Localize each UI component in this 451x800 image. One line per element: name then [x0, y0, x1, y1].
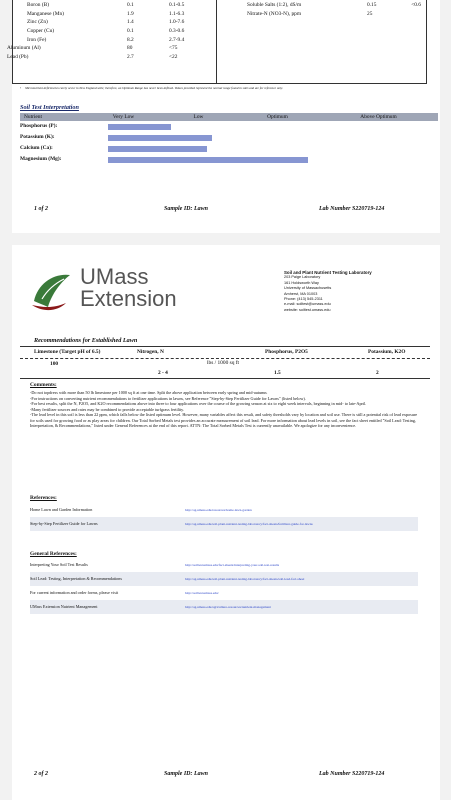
table-divider [216, 0, 217, 83]
interpretation-label: Phosphorus (P): [20, 123, 58, 129]
reference-label: UMass Extension Nutrient Management [30, 604, 98, 610]
footnote [20, 86, 360, 90]
other-test-row [247, 1, 421, 10]
reference-link[interactable]: http://ag.umass.edu/agriculture-resources/nutrient-management [185, 605, 271, 609]
reference-row [30, 503, 418, 517]
nutrient-name: Iron (Fe) [27, 36, 47, 43]
nutrient-name: Zinc (Zn) [27, 19, 48, 26]
nutrient-range: 2.7-9.4 [169, 36, 185, 43]
recommendations-title: Recommendations for Established Lawn [34, 337, 138, 344]
nutrient-range: <22 [169, 53, 178, 60]
test-name: Soluble Salts (1:2), dS/m [247, 2, 302, 9]
lab-name: Soil and Plant Nutrient Testing Laboratory [284, 270, 372, 275]
lab-address-line: Phone: (413) 545-2311 [284, 297, 323, 302]
comment-item: -For best results, split the N, P2O5, and K2O recommendations above into three to four applications over the course of the growing season at six to eight week intervals, beginning in mid- to late-April. [30, 401, 367, 406]
comment-item: -Do not topdress with more than 50 lb limestone per 1000 sq ft at one time. Split the above application between early spring and mid-autumn. [30, 390, 268, 395]
header-very-low: Very Low [112, 114, 135, 120]
micronutrient-row [7, 10, 209, 19]
nutrient-name: Lead (Pb) [7, 53, 29, 60]
nutrient-name: Copper (Cu) [27, 28, 55, 35]
rec-value-limestone: 100 [50, 361, 59, 367]
interpretation-label: Potassium (K): [20, 134, 55, 140]
test-range [391, 10, 421, 19]
nutrient-value: 1.4 [127, 19, 134, 26]
lab-address [284, 270, 434, 313]
micronutrient-row [7, 27, 209, 36]
general-references-title: General References: [30, 551, 77, 557]
header-above-optimum: Above Optimum [360, 114, 397, 120]
footnote-text: Micronutrient deficiencies rarely occur in New England soils; therefore, an Optimum Range has never been defined. Values provided represent the normal range found in soils and are for reference only. [25, 86, 283, 90]
lab-address-line: Amherst, MA 01003 [284, 291, 318, 296]
reference-label: Home Lawn and Garden Information [30, 507, 93, 513]
lab-address-line: website: soiltest.umass.edu [284, 307, 331, 312]
header-optimum: Optimum [267, 114, 288, 120]
reference-label: Soil Lead: Testing, Interpretation & Recommendations [30, 576, 122, 582]
nutrient-range: <75 [169, 45, 178, 52]
sample-id: Sample ID: Lawn [164, 771, 209, 777]
rec-header-limestone: Limestone (Target pH of 6.5) [34, 349, 101, 355]
nutrient-value: 2.7 [127, 53, 134, 60]
reference-link[interactable]: http://soiltest.umass.edu/fact-sheets/interpreting-your-soil-test-results [185, 563, 280, 567]
test-name: Nitrate-N (NO3-N), ppm [247, 10, 302, 17]
header-low: Low [193, 114, 204, 120]
nutrient-range: 1.0-7.6 [169, 19, 185, 26]
test-value: 0.15 [367, 2, 377, 9]
nutrient-value: 0.1 [127, 2, 134, 9]
lab-address-line: University of Massachusetts [284, 286, 332, 291]
sample-id: Sample ID: Lawn [164, 206, 209, 212]
page-number: 1 of 2 [34, 206, 48, 212]
reference-label: Interpreting Your Soil Test Results [30, 562, 88, 568]
page-number: 2 of 2 [34, 771, 48, 777]
lab-number: Lab Number S220719-124 [319, 771, 385, 777]
reference-row [30, 586, 418, 600]
rec-value-phosphorus: 1.5 [274, 370, 281, 376]
rec-units: lbs / 1000 sq ft [207, 360, 240, 366]
interpretation-title: Soil Test Interpretation [20, 104, 79, 111]
nutrient-range: 1.1-6.3 [169, 10, 185, 17]
nutrient-value: 1.9 [127, 10, 134, 17]
lab-address-line: 161 Holdsworth Way [284, 280, 319, 285]
interpretation-bar [108, 146, 207, 152]
footnote-bullet: • [20, 86, 22, 90]
nutrient-value: 80 [127, 45, 133, 52]
interpretation-bar [108, 157, 308, 163]
report-page-1 [7, 0, 440, 233]
logo-text-umass: UMass [80, 264, 149, 289]
micronutrient-row [7, 1, 209, 10]
comment-item: -Many fertilizer sources and rates may be combined to provide acceptable turfgrass fertility. [30, 406, 185, 412]
nutrient-name: Aluminum (Al) [7, 45, 41, 52]
micronutrient-row [7, 53, 209, 62]
micronutrient-table-frame [7, 0, 427, 84]
nutrient-range: 0.1-0.5 [169, 2, 185, 9]
lab-address-line: 203 Paige Laboratory [284, 275, 321, 280]
general-references-list [30, 558, 418, 614]
micronutrient-row [7, 18, 209, 27]
other-test-row [247, 10, 421, 19]
reference-link[interactable]: http://ag.umass.edu/soil-plant-nutrient-testing-laboratory/fact-sheets/soil-lead-fact-sheet [185, 577, 305, 581]
test-value: 25 [367, 10, 373, 17]
interpretation-rows [20, 121, 438, 173]
nutrient-value: 0.1 [127, 28, 134, 35]
interpretation-header [20, 113, 438, 121]
reference-link[interactable]: http://ag.umass.edu/soil-plant-nutrient-testing-laboratory/fact-sheets/fertilizer-guide-for-lawns [185, 522, 313, 526]
rec-header-phosphorus: Phosphorus, P2O5 [265, 349, 308, 355]
rec-value-nitrogen: 2 - 4 [158, 370, 168, 376]
report-page-2 [12, 245, 440, 800]
test-range: <0.6 [411, 2, 421, 9]
leaf-logo-icon [28, 267, 74, 313]
nutrient-range: 0.3-0.6 [169, 28, 185, 35]
nutrient-name: Manganese (Mn) [27, 10, 64, 17]
reference-row [30, 558, 418, 572]
comment-item: -For instructions on converting nutrient recommendations to fertilizer applications in lawns, see Reference "Step-by-Step Fertilizer Guide for Lawns" (listed below). [30, 395, 306, 401]
rec-header-potassium: Potassium, K2O [368, 349, 406, 355]
comments-title: Comments: [30, 382, 57, 388]
references-list [30, 503, 418, 531]
micronutrient-row [7, 44, 209, 53]
references-title: References: [30, 495, 57, 501]
interpretation-label: Calcium (Ca): [20, 145, 53, 151]
umass-extension-logo [28, 265, 208, 315]
micronutrient-table [7, 1, 209, 61]
reference-link[interactable]: http://ag.umass.edu/resources/home-lawn-garden [185, 508, 252, 512]
recommendations-table [20, 346, 430, 386]
other-tests-table [247, 1, 421, 18]
interpretation-bar [108, 135, 212, 141]
reference-row [30, 600, 418, 614]
reference-row [30, 572, 418, 586]
comments-list [30, 390, 420, 429]
nutrient-name: Boron (B) [27, 2, 50, 9]
reference-row [30, 517, 418, 531]
rec-header-nitrogen: Nitrogen, N [137, 349, 164, 355]
reference-link[interactable]: http://soiltest.umass.edu/ [185, 591, 219, 595]
reference-label: Step-by-Step Fertilizer Guide for Lawns [30, 521, 98, 527]
rec-value-potassium: 2 [376, 370, 379, 376]
lab-number: Lab Number S220719-124 [319, 206, 385, 212]
lab-address-line: e-mail: soiltest@umass.edu [284, 302, 331, 307]
comment-item: -The lead level in this soil is less than 22 ppm, which falls below the listed optimum level. However, many variables affect this result, and safety thresholds vary by location and soil use. There is still a potential risk of lead exposure for soils used for growing food or as play areas for children. Our Total Sorbed Metals test provides an accurate measurement of soil lead. For more information about lead levels in soil, see the fact sheet entitled "Soil Lead: Testing, Interpretation, & Recommendations," listed under General References at the end of this report. ATTN: The Total Sorbed Metals Test is currently unavailable. We apologize for any inconvenience. [30, 412, 418, 428]
interpretation-bar [108, 124, 171, 130]
interpretation-chart [20, 113, 438, 175]
reference-label: For current information and order forms, please visit [30, 590, 119, 596]
micronutrient-row [7, 35, 209, 44]
logo-text-extension: Extension [80, 286, 177, 311]
interpretation-label: Magnesium (Mg): [20, 156, 62, 162]
nutrient-value: 8.2 [127, 36, 134, 43]
header-nutrient: Nutrient [24, 114, 42, 120]
